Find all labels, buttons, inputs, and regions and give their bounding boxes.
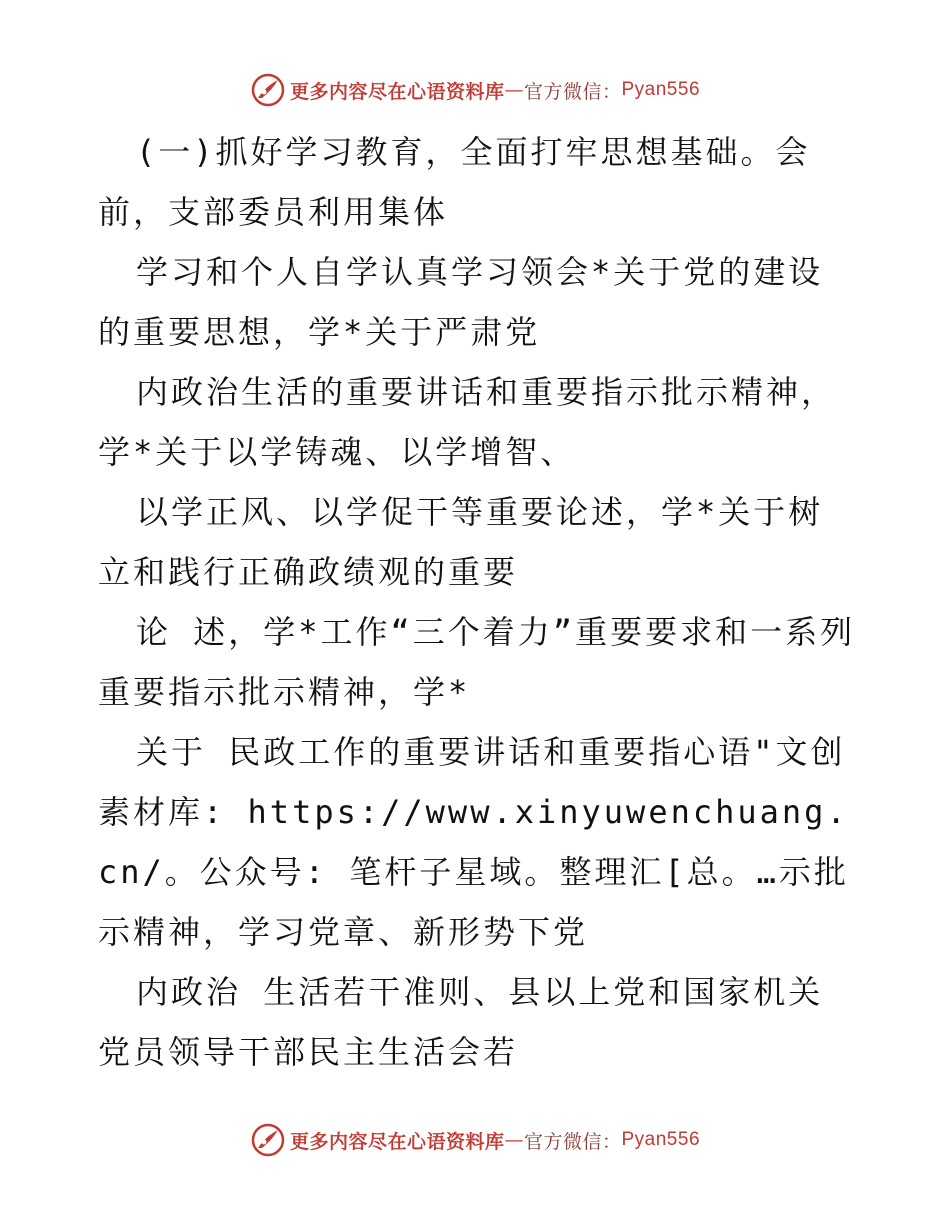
header-watermark: [0, 70, 950, 110]
paragraph: 关于 民政工作的重要讲话和重要指心语"文创素材库: https://www.xinyuwenchuang.cn/。公众号: 笔杆子星域。整理汇[总。…示批示精神，学习党章、新形势下党: [98, 733, 849, 951]
watermark-separator: —: [504, 1129, 524, 1151]
watermark-official-label: 官方微信：: [523, 1130, 622, 1153]
paragraph: 学习和个人自学认真学习领会*关于党的建设的重要思想，学*关于严肃党: [98, 253, 824, 351]
watermark-wechat-id: Pyan556: [621, 1129, 701, 1150]
quill-logo-icon: [250, 1122, 286, 1158]
paragraph: 以学正风、以学促干等重要论述，学*关于树立和践行正确政绩观的重要: [98, 493, 824, 591]
paragraph: 内政治生活的重要讲话和重要指示批示精神，学*关于以学铸魂、以学增智、: [98, 373, 837, 471]
watermark-separator: —: [504, 79, 524, 101]
paragraph: 内政治 生活若干准则、县以上党和国家机关党员领导干部民主生活会若: [98, 973, 824, 1071]
watermark-brand: 更多内容尽在心语资料库: [289, 1130, 505, 1153]
paragraph: (一)抓好学习教育，全面打牢思想基础。会前，支部委员利用集体: [98, 133, 811, 231]
paragraph: 论 述，学*工作“三个着力”重要要求和一系列重要指示批示精神，学*: [98, 613, 856, 711]
document-body: [98, 122, 858, 1082]
quill-logo-icon: [250, 72, 286, 108]
watermark-official-label: 官方微信：: [523, 80, 622, 103]
watermark-brand: 更多内容尽在心语资料库: [289, 80, 505, 103]
footer-watermark: [0, 1120, 950, 1160]
watermark-wechat-id: Pyan556: [621, 79, 701, 100]
